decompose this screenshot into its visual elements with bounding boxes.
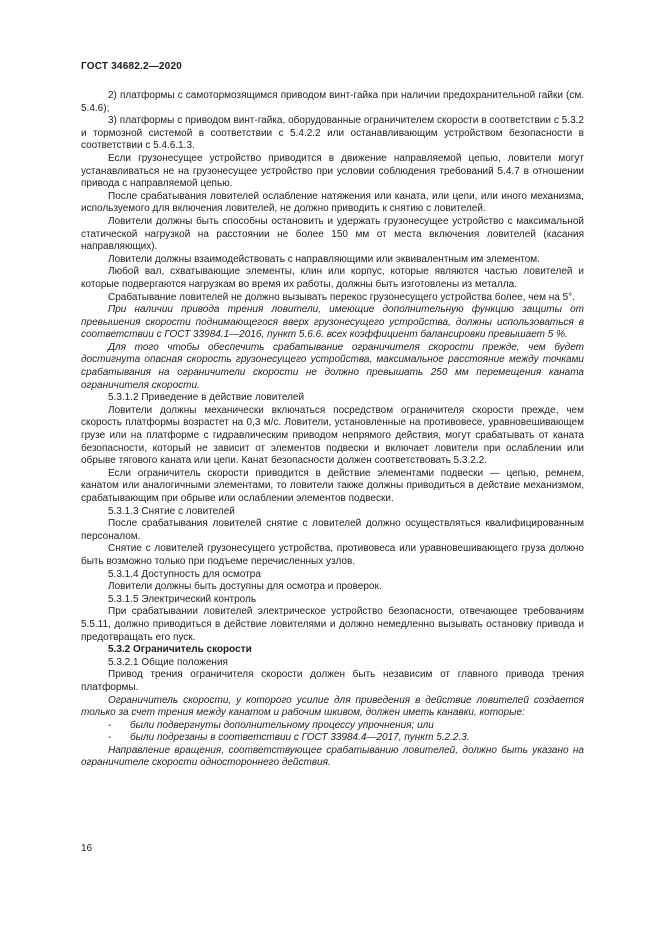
paragraph: Ловители должны взаимодействовать с направляющими или эквивалентным им элементом. [108, 253, 540, 265]
paragraph: При срабатывании ловителей электрическое устройство безопасности, отвечающее требованиям 5.5.11, должно приводиться в действие ловителями и должно немедленно вызывать остановку привода и предотвращать его пуск. [81, 606, 584, 643]
paragraph: 5.3.2.1 Общие положения [108, 656, 228, 668]
paragraph: Если грузонесущее устройство приводится в движение направляемой цепью, ловители могут устанавливаться не на грузонесущее устройство при условии соблюдения требований 5.4.7 в отношении привода с направляемой цепью. [81, 152, 584, 190]
note-paragraph: При наличии привода трения ловители, имеющие дополнительную функцию защиты от превышения скорости поднимающегося вверх грузонесущего устройства, должны использоваться в соответствии с ГОСТ 33984.1—2016, пункт 5.6.6. всех коэффициент балансировки превышает 5 %. [81, 304, 584, 341]
page-number: 16 [81, 843, 93, 854]
paragraph: Ловители должны быть доступны для осмотра и проверок. [108, 581, 382, 593]
list-item [81, 720, 584, 733]
paragraph: Привод трения ограничителя скорости должен быть независим от главного привода трения платформы. [81, 669, 584, 693]
paragraph: 3) платформы с приводом винт-гайка, оборудованные ограничителем скорости в соответствии с 5.3.2 и тормозной системой в соответствии с 5.4.2.2 или останавливающим устройством безопасности в соответствии с 5.4.6.1.3. [81, 115, 584, 152]
paragraph: 5.3.1.5 Электрический контроль [108, 593, 257, 605]
paragraph: 5.3.1.2 Приведение в действие ловителей [108, 392, 305, 404]
paragraph: 5.3.1.4 Доступность для осмотра [108, 568, 261, 580]
note-paragraph: Ограничитель скорости, у которого усилие для приведения в действие ловителей создается только за счет трения между канатом и рабочим шкивом, должен иметь канавки, которые: [81, 694, 584, 719]
paragraph: Если ограничитель скорости приводится в действие элементами подвески — цепью, ремнем, канатом или аналогичными элементами, то ловители также должны приводиться в действие механизмом, срабатывающим при обрыве или ослаблении элементов подвески. [81, 467, 584, 504]
note-paragraph: Для того чтобы обеспечить срабатывание ограничителя скорости прежде, чем будет достигнута опасная скорость грузонесущего устройства, максимальное расстояние между точками срабатывания на ограничители скорости не должно превышать 250 мм перемещения каната ограничителя скорости. [81, 341, 584, 391]
paragraph: Срабатывание ловителей не должно вызывать перекос грузонесущего устройства более, чем на 5°. [108, 291, 575, 303]
paragraph: Ловители должны механически включаться посредством ограничителя скорости прежде, чем скорость платформы возрастет на 0,3 м/с. Ловители, установленные на противовесе, уравновешивающем грузе или на платформе с гидравлическим приводом непрямого действия, могут срабатывать от каната безопасности, который не зависит от элементов подвески и включает ловители при ослаблении или обрыве тягового каната или цепи. Канат безопасности должен соответствовать 5.3.2.2. [81, 404, 584, 467]
paragraph: Снятие с ловителей грузонесущего устройства, противовеса или уравновешивающего груза должно быть возможно только при подъеме перечисленных узлов. [81, 543, 584, 567]
paragraph: Ловители должны быть способны остановить и удержать грузонесущее устройство с максимальной статической нагрузкой на расстоянии не более 150 мм от места включения ловителей (касания направляющих). [81, 215, 584, 253]
paragraph: После срабатывания ловителей ослабление натяжения или каната, или цепи, или иного механизма, используемого для включения ловителей, не должно приводить к снятию с ловителей. [81, 190, 584, 215]
paragraph: 2) платформы с самотормозящимся приводом винт-гайка при наличии предохранительной гайки (см. 5.4.6); [81, 90, 584, 114]
paragraph: После срабатывания ловителей снятие с ловителей должно осуществляться квалифицированным персоналом. [81, 518, 584, 542]
paragraph: 5.3.1.3 Снятие с ловителей [108, 505, 235, 517]
section-heading: 5.3.2 Ограничитель скорости [108, 644, 252, 656]
paragraph: Любой вал, схватывающие элементы, клин или корпус, которые являются частью ловителей и которые подвергаются нагрузкам во время их работы, должны быть изготовлены из металла. [81, 266, 584, 290]
note-paragraph: Направление вращения, соответствующее срабатыванию ловителей, должно быть указано на ограничителе скорости одностороннего действия. [81, 744, 584, 769]
document-header: ГОСТ 34682.2—2020 [81, 61, 182, 72]
document-body [81, 90, 584, 770]
list-item-text: были подрезаны в соответствии с ГОСТ 33984.4—2017, пункт 5.2.2.3. [130, 732, 470, 744]
list-item-text: были подвергнуты дополнительному процессу упрочнения; или [130, 719, 434, 731]
list-dash: - [108, 732, 112, 744]
list-item [81, 732, 584, 745]
list-dash: - [108, 719, 112, 731]
